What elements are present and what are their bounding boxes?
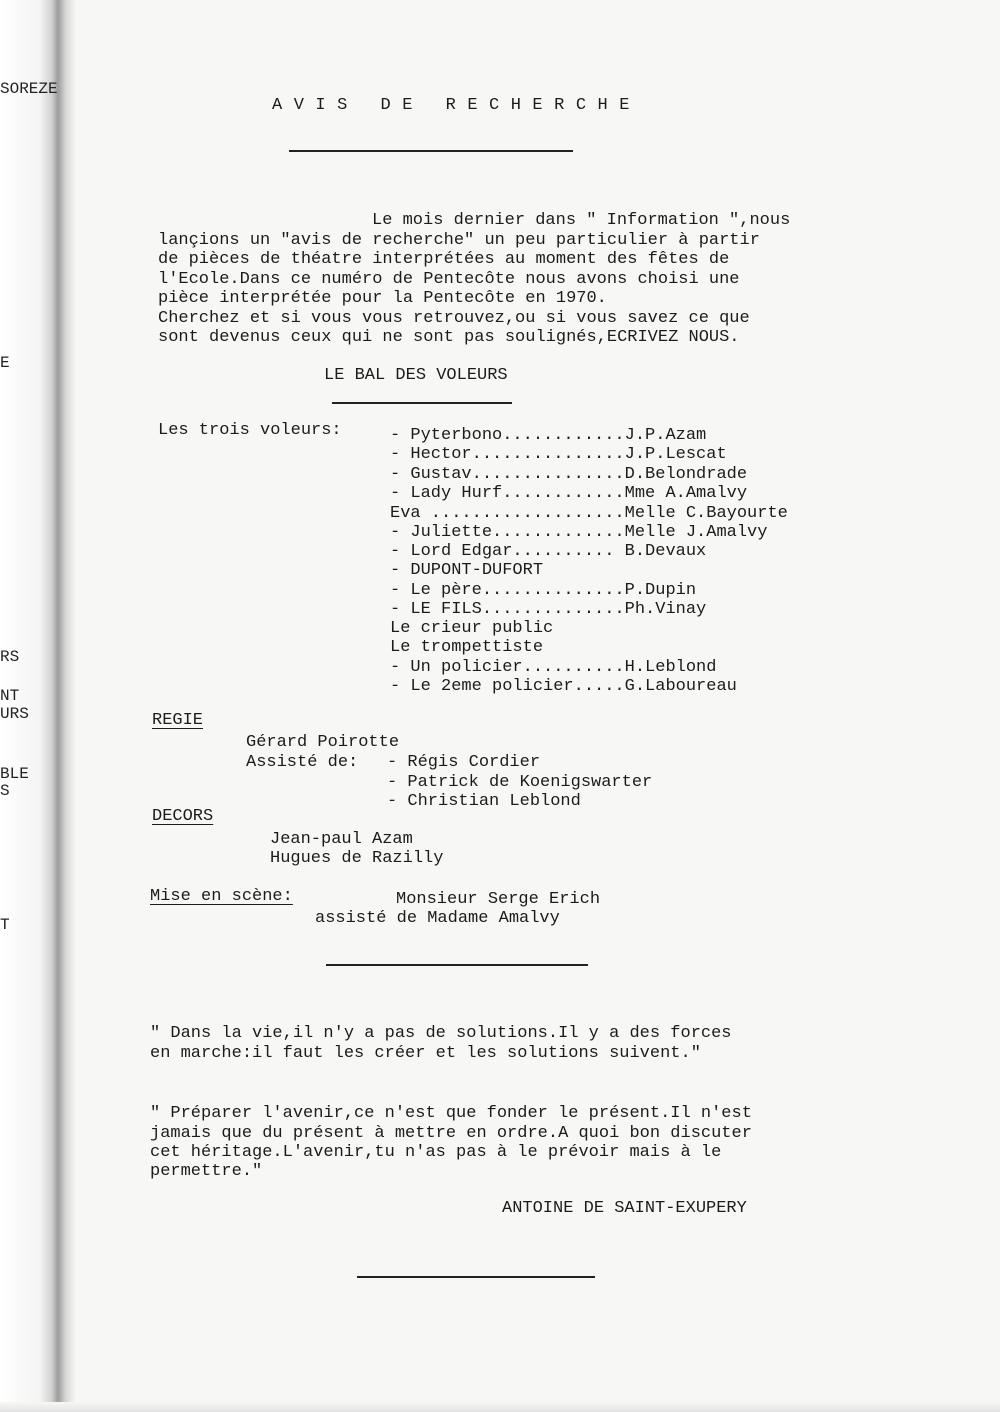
cast-label: Les trois voleurs: [158,421,342,440]
intro-line: l'Ecole.Dans ce numéro de Pentecôte nous avons choisi une [158,270,740,289]
margin-fragment: RS [0,648,20,666]
quote-line: permettre." [150,1162,263,1181]
intro-line: de pièces de théatre interprétées au moment des fêtes de [158,250,730,269]
margin-fragment: BLE [0,765,29,783]
quote-author: ANTOINE DE SAINT-EXUPERY [502,1199,747,1218]
quote-line: " Préparer l'avenir,ce n'est que fonder le présent.Il n'est [150,1104,752,1123]
cast-row: - Lord Edgar.......... B.Devaux [390,542,707,561]
margin-fragment: SOREZE [0,80,58,98]
cast-row: - Hector...............J.P.Lescat [390,445,727,464]
cast-row: - LE FILS..............Ph.Vinay [390,600,707,619]
cast-row: - Lady Hurf............Mme A.Amalvy [390,484,748,503]
margin-fragment: NT [0,687,20,705]
page-bottom-edge [0,1402,1000,1412]
cast-row: - Gustav...............D.Belondrade [390,465,748,484]
regie-assisted-label: Assisté de: [246,753,359,772]
title-rule [289,150,573,152]
regie-assistant: - Christian Leblond [387,792,581,811]
decors-heading: DECORS [152,807,214,826]
closing-rule [357,1276,595,1278]
page-title: AVIS DE RECHERCHE [272,96,641,115]
margin-fragment: T [0,916,10,934]
cast-row: Eva ...................Melle C.Bayourte [390,504,788,523]
regie-director: Gérard Poirotte [246,733,400,752]
intro-line: lançions un "avis de recherche" un peu particulier à partir [158,231,760,250]
mise-en-scene-name: Monsieur Serge Erich [396,890,601,909]
decors-name: Jean-paul Azam [270,830,413,849]
cast-row: Le trompettiste [390,638,544,657]
play-title: LE BAL DES VOLEURS [324,366,508,385]
quote-line: cet héritage.L'avenir,tu n'as pas à le prévoir mais à le [150,1143,722,1162]
cast-row: - Un policier..........H.Leblond [390,658,717,677]
cast-row: Le crieur public [390,619,554,638]
cast-row: - Juliette.............Melle J.Amalvy [390,523,768,542]
quote-line: jamais que du présent à mettre en ordre.A quoi bon discuter [150,1124,752,1143]
play-title-rule [332,402,512,404]
intro-line: Cherchez et si vous vous retrouvez,ou si vous savez ce que [158,309,750,328]
regie-assistant: - Régis Cordier [387,753,541,772]
margin-fragment: URS [0,705,29,723]
quote-line: en marche:il faut les créer et les solutions suivent." [150,1044,701,1063]
section-rule [326,964,588,966]
regie-assistant: - Patrick de Koenigswarter [387,773,653,792]
intro-line: pièce interprétée pour la Pentecôte en 1970. [158,289,607,308]
margin-fragment: S [0,782,10,800]
regie-heading: REGIE [152,711,204,730]
mise-en-scene-assisted: assisté de Madame Amalvy [315,909,560,928]
quote-line: " Dans la vie,il n'y a pas de solutions.Il y a des forces [150,1024,732,1043]
cast-row: - Le 2eme policier.....G.Laboureau [390,677,737,696]
decors-name: Hugues de Razilly [270,849,444,868]
margin-fragment: E [0,354,10,372]
intro-line: Le mois dernier dans " Information ",nous [372,211,791,230]
intro-line: sont devenus ceux qui ne sont pas soulignés,ECRIVEZ NOUS. [158,328,740,347]
mise-en-scene-heading: Mise en scène: [150,887,293,906]
cast-row: - Le père..............P.Dupin [390,581,697,600]
cast-row: - DUPONT-DUFORT [390,561,544,580]
cast-row: - Pyterbono............J.P.Azam [390,426,707,445]
